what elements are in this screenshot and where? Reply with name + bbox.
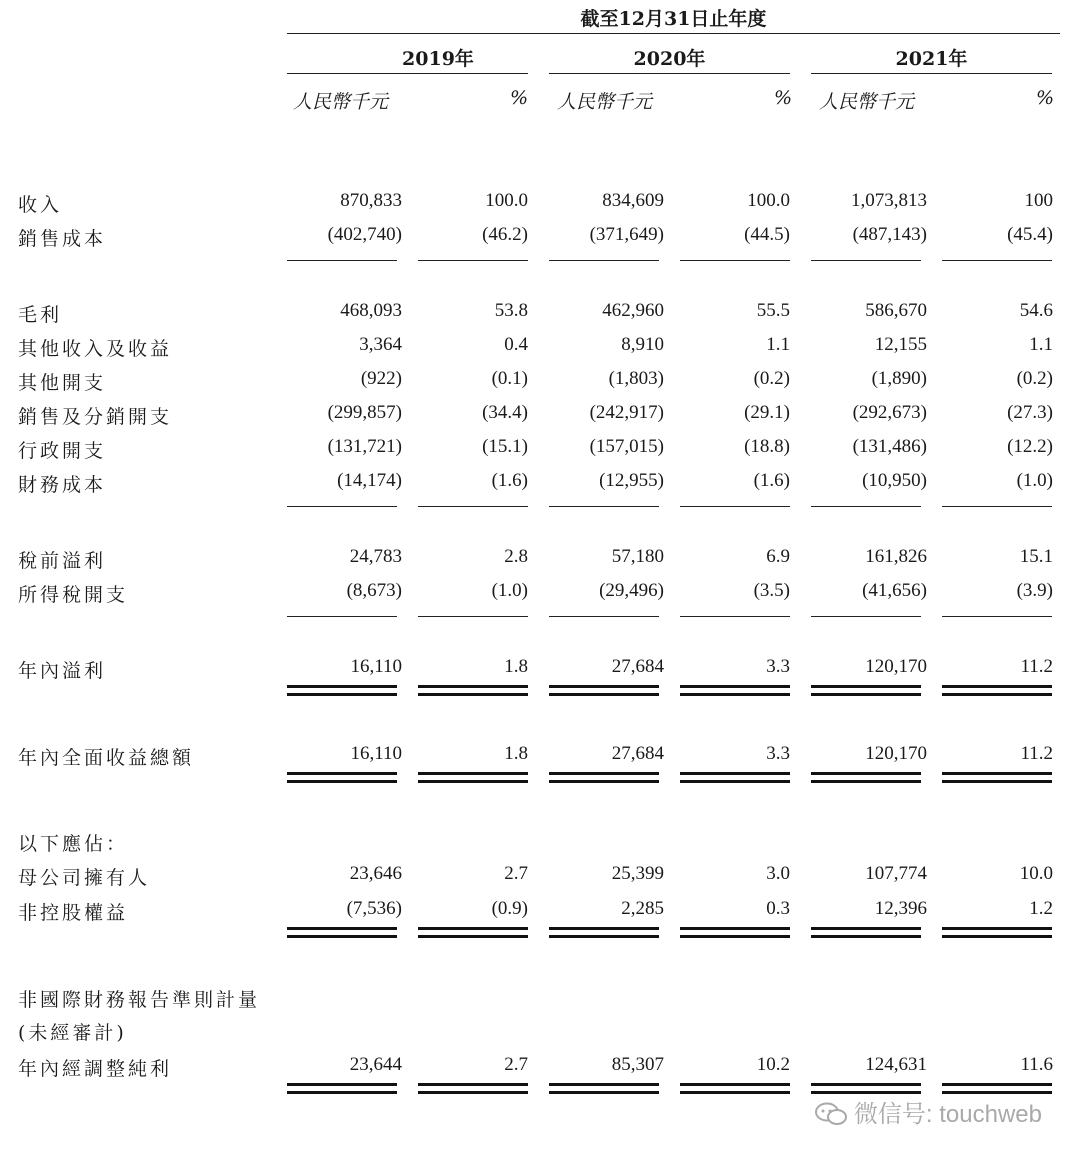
watermark-text: 微信号: touchweb (853, 1101, 1042, 1128)
amount-cell: (10,950) (862, 470, 927, 491)
total-double-rule (418, 1083, 528, 1094)
amount-cell: 107,774 (865, 863, 927, 884)
total-double-rule (680, 772, 790, 783)
percent-cell: 100.0 (485, 190, 528, 211)
amount-cell: 8,910 (621, 334, 664, 355)
subtotal-rule (549, 506, 659, 507)
header-rule (287, 33, 1060, 34)
year-rule-2019 (287, 73, 528, 74)
unit-percent-2021: % (1036, 87, 1055, 109)
amount-cell: 870,833 (340, 190, 402, 211)
amount-cell: (242,917) (589, 402, 664, 423)
total-double-rule (549, 772, 659, 783)
percent-cell: 6.9 (766, 546, 790, 567)
year-rule-2020 (549, 73, 790, 74)
percent-cell: (0.2) (753, 368, 790, 389)
total-double-rule (287, 1083, 397, 1094)
total-double-rule (418, 927, 528, 938)
unit-rmb-2021: 人民幣千元 (819, 91, 915, 113)
subtotal-rule (680, 260, 790, 261)
subtotal-rule (418, 616, 528, 617)
total-double-rule (680, 927, 790, 938)
unit-percent-2020: % (774, 87, 793, 109)
total-double-rule (418, 685, 528, 696)
percent-cell: 10.2 (756, 1054, 790, 1075)
year-2021: 2021年 (895, 48, 968, 70)
row-label: 非控股權益 (18, 902, 129, 924)
percent-cell: (15.1) (482, 436, 528, 457)
subtotal-rule (549, 616, 659, 617)
period-header: 截至12月31日止年度 (580, 8, 767, 30)
total-double-rule (942, 772, 1052, 783)
total-double-rule (811, 1083, 921, 1094)
amount-cell: 1,073,813 (851, 190, 927, 211)
year-2020: 2020年 (633, 48, 706, 70)
total-double-rule (287, 685, 397, 696)
amount-cell: 23,644 (349, 1054, 402, 1075)
unit-rmb-2019: 人民幣千元 (293, 91, 389, 113)
amount-cell: (131,721) (327, 436, 402, 457)
percent-cell: (27.3) (1007, 402, 1053, 423)
row-label: 母公司擁有人 (18, 867, 151, 889)
amount-cell: 161,826 (865, 546, 927, 567)
amount-cell: (29,496) (599, 580, 664, 601)
percent-cell: 1.8 (504, 743, 528, 764)
percent-cell: (12.2) (1007, 436, 1053, 457)
amount-cell: 12,396 (874, 898, 927, 919)
amount-cell: 85,307 (611, 1054, 664, 1075)
total-double-rule (680, 685, 790, 696)
percent-cell: (1.0) (491, 580, 528, 601)
percent-cell: 53.8 (494, 300, 528, 321)
percent-cell: 1.1 (766, 334, 790, 355)
percent-cell: (45.4) (1007, 224, 1053, 245)
amount-cell: (7,536) (346, 898, 402, 919)
subtotal-rule (811, 260, 921, 261)
amount-cell: (487,143) (852, 224, 927, 245)
subtotal-rule (942, 506, 1052, 507)
percent-cell: 1.1 (1029, 334, 1053, 355)
total-double-rule (549, 1083, 659, 1094)
total-double-rule (287, 772, 397, 783)
percent-cell: (1.0) (1016, 470, 1053, 491)
amount-cell: (299,857) (327, 402, 402, 423)
unit-percent-2019: % (510, 87, 529, 109)
amount-cell: 27,684 (611, 656, 664, 677)
total-double-rule (942, 927, 1052, 938)
subtotal-rule (418, 260, 528, 261)
row-label: (未經審計) (18, 1022, 127, 1044)
subtotal-rule (680, 506, 790, 507)
total-double-rule (549, 685, 659, 696)
amount-cell: 16,110 (350, 656, 402, 677)
subtotal-rule (811, 506, 921, 507)
percent-cell: 1.8 (504, 656, 528, 677)
total-double-rule (680, 1083, 790, 1094)
subtotal-rule (418, 506, 528, 507)
amount-cell: (14,174) (337, 470, 402, 491)
percent-cell: (34.4) (482, 402, 528, 423)
percent-cell: 3.3 (766, 656, 790, 677)
subtotal-rule (680, 616, 790, 617)
percent-cell: (3.5) (753, 580, 790, 601)
amount-cell: (292,673) (852, 402, 927, 423)
percent-cell: 55.5 (756, 300, 790, 321)
percent-cell: (18.8) (744, 436, 790, 457)
percent-cell: (1.6) (753, 470, 790, 491)
row-label: 以下應佔： (18, 833, 129, 855)
amount-cell: 120,170 (865, 656, 927, 677)
amount-cell: 462,960 (602, 300, 664, 321)
amount-cell: (12,955) (599, 470, 664, 491)
amount-cell: (371,649) (589, 224, 664, 245)
percent-cell: 0.3 (766, 898, 790, 919)
amount-cell: 3,364 (359, 334, 402, 355)
subtotal-rule (942, 260, 1052, 261)
unit-rmb-2020: 人民幣千元 (557, 91, 653, 113)
wechat-icon (814, 1102, 848, 1126)
amount-cell: 16,110 (350, 743, 402, 764)
total-double-rule (942, 685, 1052, 696)
percent-cell: (0.1) (491, 368, 528, 389)
amount-cell: (157,015) (589, 436, 664, 457)
percent-cell: (46.2) (482, 224, 528, 245)
percent-cell: 11.2 (1020, 743, 1053, 764)
amount-cell: (922) (360, 368, 402, 389)
percent-cell: (1.6) (491, 470, 528, 491)
subtotal-rule (287, 616, 397, 617)
percent-cell: 2.7 (504, 1054, 528, 1075)
percent-cell: 11.6 (1020, 1054, 1053, 1075)
amount-cell: 834,609 (602, 190, 664, 211)
row-label: 其他開支 (18, 372, 107, 394)
total-double-rule (811, 927, 921, 938)
row-label: 財務成本 (18, 474, 107, 496)
percent-cell: (44.5) (744, 224, 790, 245)
row-label: 行政開支 (18, 440, 107, 462)
percent-cell: 100 (1024, 190, 1053, 211)
row-label: 毛利 (18, 304, 63, 326)
row-label: 其他收入及收益 (18, 338, 173, 360)
amount-cell: 12,155 (874, 334, 927, 355)
amount-cell: 23,646 (349, 863, 402, 884)
row-label: 收入 (18, 194, 63, 216)
total-double-rule (942, 1083, 1052, 1094)
row-label: 所得稅開支 (18, 584, 129, 606)
percent-cell: (0.2) (1016, 368, 1053, 389)
percent-cell: (3.9) (1016, 580, 1053, 601)
total-double-rule (549, 927, 659, 938)
row-label: 年內全面收益總額 (18, 747, 195, 769)
row-label: 非國際財務報告準則計量 (18, 989, 261, 1011)
subtotal-rule (811, 616, 921, 617)
watermark (814, 1094, 1042, 1129)
total-double-rule (811, 685, 921, 696)
amount-cell: (1,803) (608, 368, 664, 389)
percent-cell: 2.7 (504, 863, 528, 884)
row-label: 銷售及分銷開支 (18, 406, 173, 428)
amount-cell: 25,399 (611, 863, 664, 884)
amount-cell: (8,673) (346, 580, 402, 601)
row-label: 稅前溢利 (18, 550, 107, 572)
total-double-rule (811, 772, 921, 783)
amount-cell: (41,656) (862, 580, 927, 601)
percent-cell: 1.2 (1029, 898, 1053, 919)
percent-cell: (0.9) (491, 898, 528, 919)
percent-cell: 15.1 (1019, 546, 1053, 567)
percent-cell: 54.6 (1019, 300, 1053, 321)
percent-cell: 100.0 (747, 190, 790, 211)
row-label: 銷售成本 (18, 228, 107, 250)
amount-cell: (131,486) (852, 436, 927, 457)
amount-cell: 586,670 (865, 300, 927, 321)
subtotal-rule (942, 616, 1052, 617)
amount-cell: 57,180 (611, 546, 664, 567)
amount-cell: 124,631 (865, 1054, 927, 1075)
amount-cell: 468,093 (340, 300, 402, 321)
year-2019: 2019年 (402, 48, 474, 70)
subtotal-rule (287, 506, 397, 507)
amount-cell: 2,285 (621, 898, 664, 919)
amount-cell: 120,170 (865, 743, 927, 764)
percent-cell: 10.0 (1019, 863, 1053, 884)
amount-cell: (402,740) (327, 224, 402, 245)
row-label: 年內溢利 (18, 660, 107, 682)
amount-cell: 24,783 (349, 546, 402, 567)
percent-cell: 3.3 (766, 743, 790, 764)
subtotal-rule (549, 260, 659, 261)
percent-cell: 0.4 (504, 334, 528, 355)
percent-cell: (29.1) (744, 402, 790, 423)
amount-cell: 27,684 (611, 743, 664, 764)
total-double-rule (418, 772, 528, 783)
row-label: 年內經調整純利 (18, 1058, 173, 1080)
percent-cell: 11.2 (1020, 656, 1053, 677)
percent-cell: 2.8 (504, 546, 528, 567)
subtotal-rule (287, 260, 397, 261)
percent-cell: 3.0 (766, 863, 790, 884)
total-double-rule (287, 927, 397, 938)
year-rule-2021 (811, 73, 1052, 74)
amount-cell: (1,890) (871, 368, 927, 389)
